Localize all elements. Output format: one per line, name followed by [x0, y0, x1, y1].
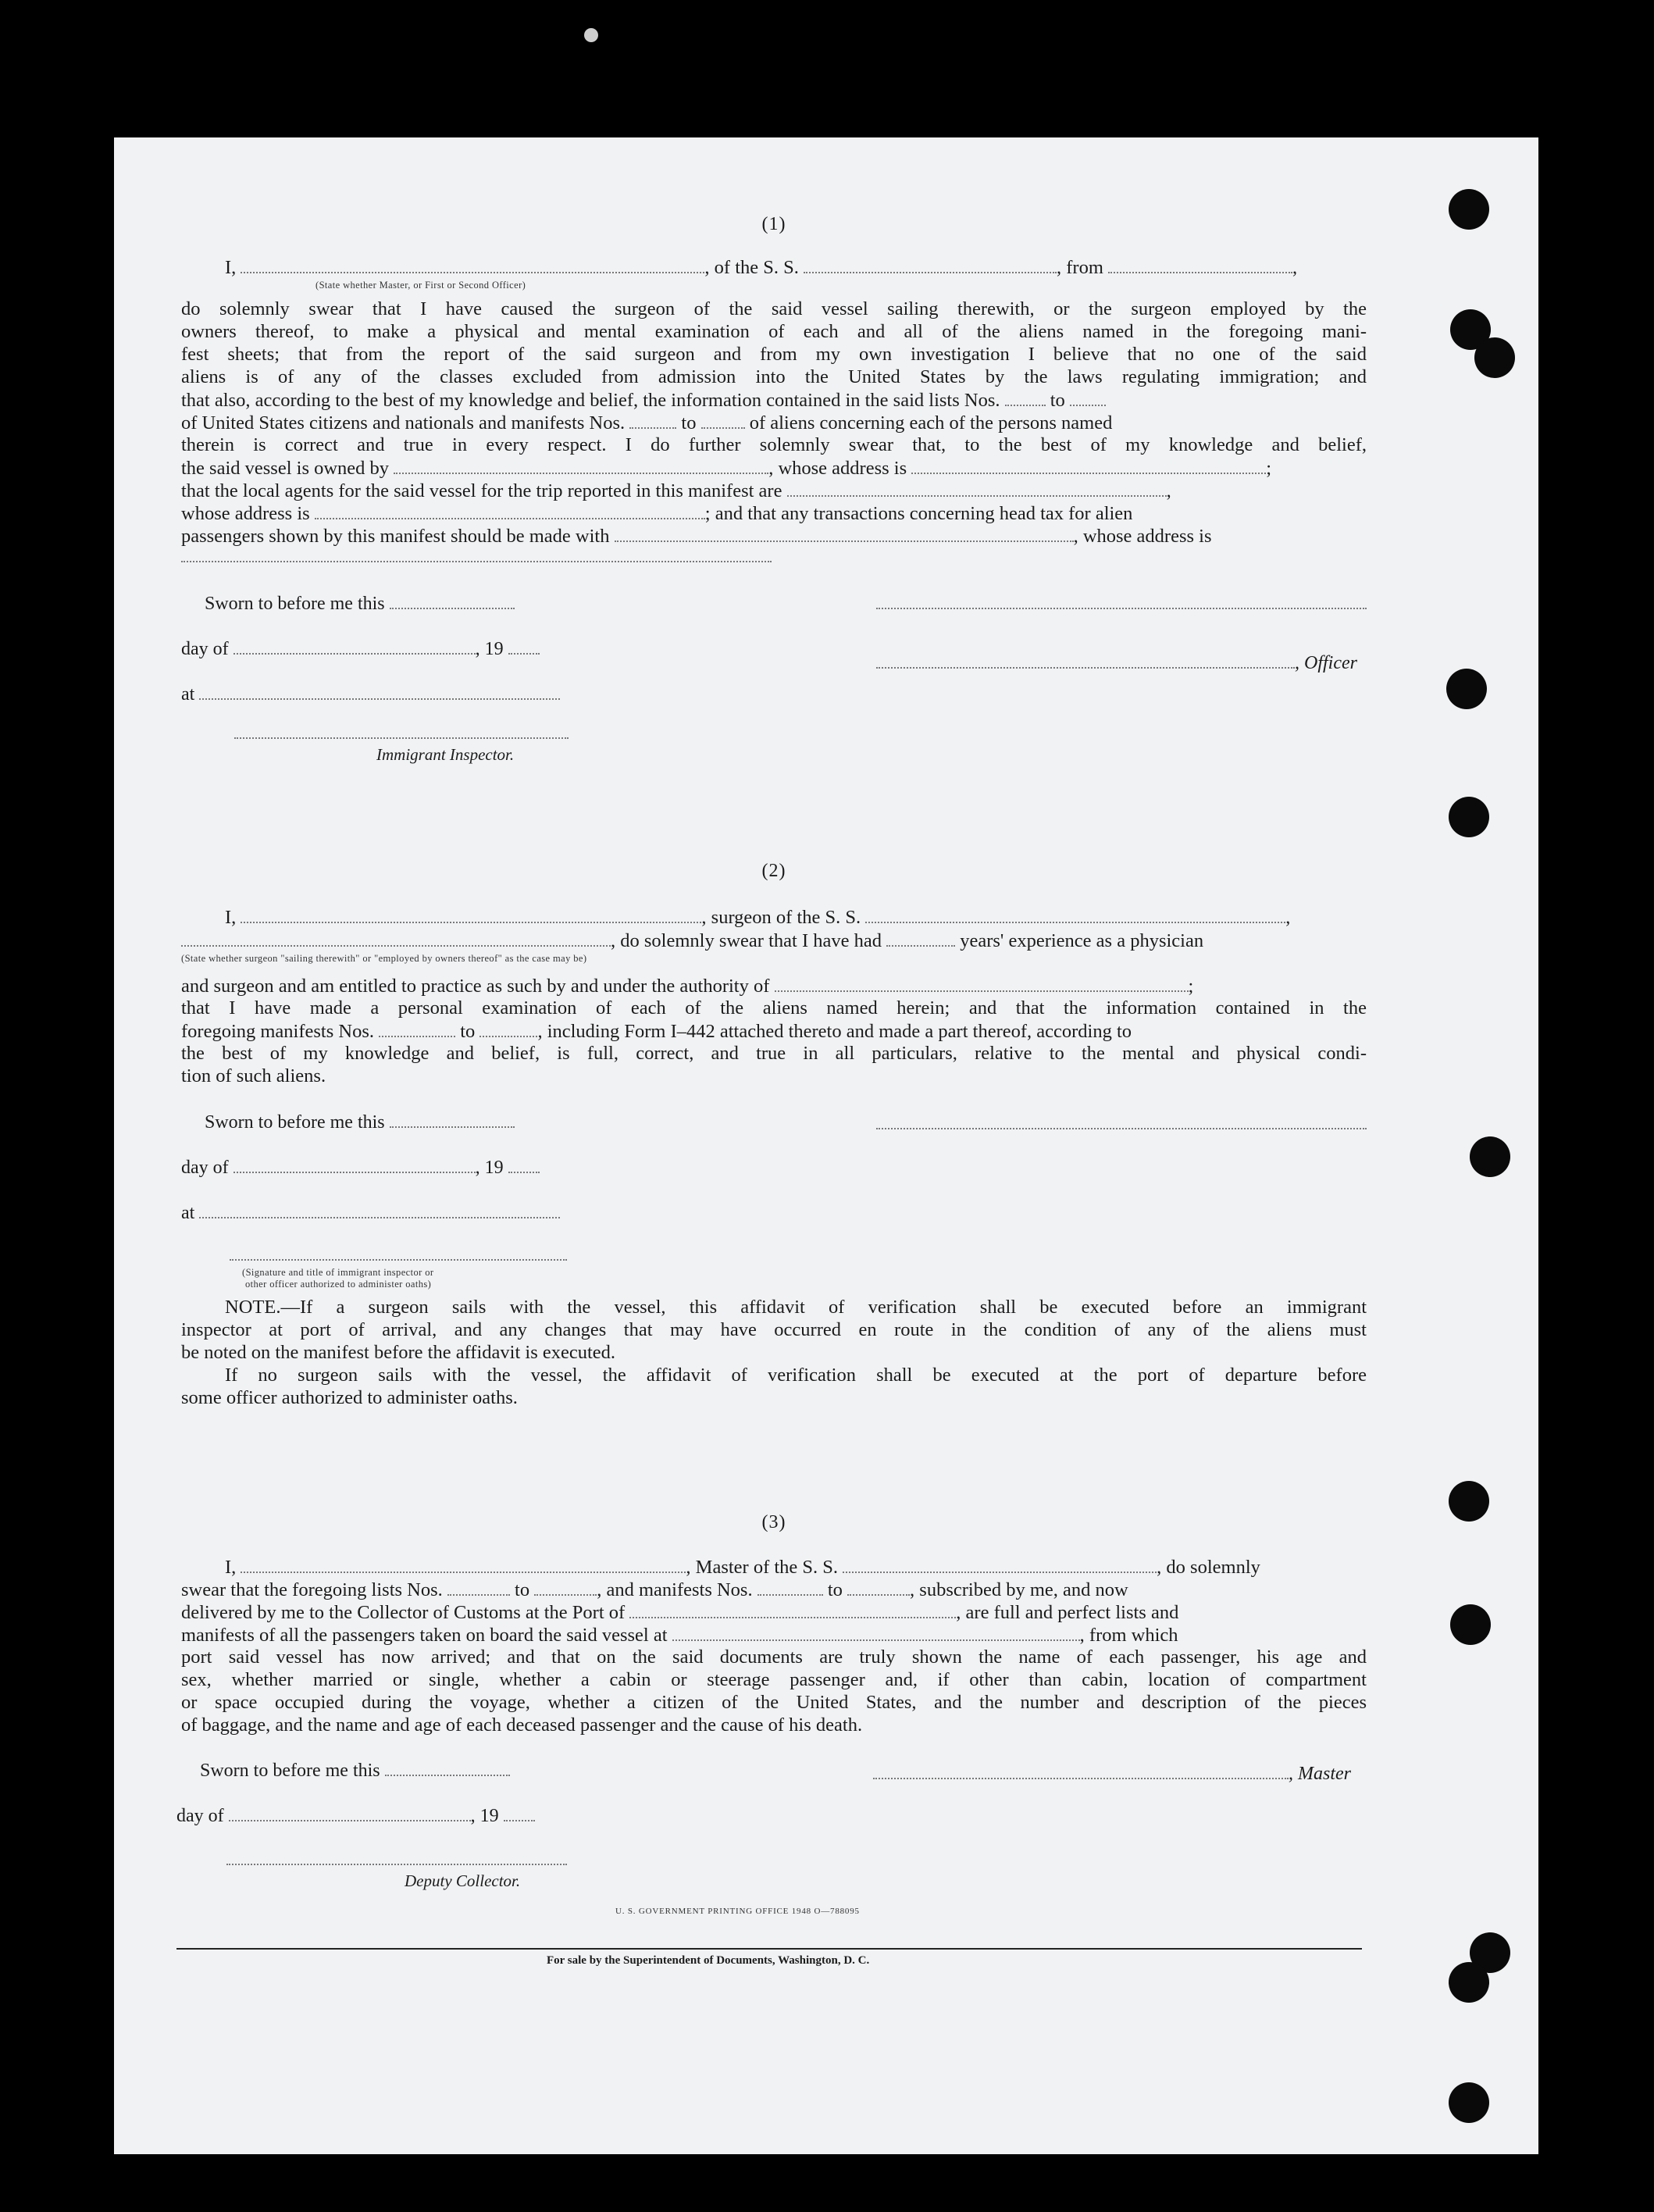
- at-place-field[interactable]: [199, 1203, 560, 1218]
- punch-hole: [1449, 2082, 1489, 2123]
- officer-line: , Officer: [876, 653, 1357, 674]
- speck: [584, 28, 598, 42]
- years-field[interactable]: [886, 929, 955, 947]
- authority-line: and surgeon and am entitled to practice as such by and under the authority of ;: [181, 976, 1194, 997]
- punch-hole: [1446, 669, 1487, 709]
- head-tax-address-field[interactable]: [181, 545, 772, 562]
- officer-line: I, , of the S. S. , from ,: [225, 257, 1298, 278]
- sworn-date-field[interactable]: [390, 1112, 515, 1128]
- day-field[interactable]: [233, 639, 476, 655]
- embark-line: manifests of all the passengers taken on board the said vessel at , from which: [181, 1625, 1178, 1646]
- section-3: [176, 1511, 1367, 1917]
- punch-hole: [1474, 337, 1515, 378]
- text-line: that I have made a personal examination of each of the aliens named herein; and that the information contained in the: [181, 997, 1367, 1019]
- signature-note: (Signature and title of immigrant inspector or: [242, 1267, 434, 1278]
- agents-field[interactable]: [787, 480, 1167, 497]
- agents-line: that the local agents for the said vessel for the trip reported in this manifest are ,: [181, 480, 1171, 501]
- year-field[interactable]: [508, 639, 540, 655]
- head-tax-line: passengers shown by this manifest should be made with , whose address is: [181, 526, 1212, 547]
- text-line: the best of my knowledge and belief, is full, correct, and true in all particulars, relative to the mental and physical condi-: [181, 1043, 1367, 1064]
- port-line: delivered by me to the Collector of Customs at the Port of , are full and perfect lists and: [181, 1602, 1179, 1623]
- sworn-line: Sworn to before me this: [205, 1112, 515, 1133]
- text-line: owners thereof, to make a physical and mental examination of each and all of the aliens named in the foregoing mani-: [181, 321, 1367, 342]
- text-line: therein is correct and true in every respect. I do further solemnly swear that, to the best of my knowledge and belief,: [181, 434, 1367, 455]
- punch-hole: [1449, 189, 1489, 230]
- note-line: If no surgeon sails with the vessel, the affidavit of verification shall be executed at the port of departure before: [225, 1365, 1367, 1386]
- experience-line: , do solemnly swear that I have had years' experience as a physician: [181, 929, 1367, 951]
- surgeon-line: I, , surgeon of the S. S. ,: [225, 907, 1291, 928]
- punch-hole: [1450, 1604, 1491, 1645]
- section-number: (1): [761, 214, 786, 234]
- manifests-from-field[interactable]: [757, 1579, 823, 1596]
- text-line: aliens is of any of the classes excluded from admission into the United States by the laws regulating immigration; and: [181, 366, 1367, 387]
- sworn-line: Sworn to before me this: [200, 1761, 510, 1782]
- agent-address-field[interactable]: [315, 502, 705, 519]
- surgeon-status-field[interactable]: [181, 929, 611, 947]
- surgeon-note: (State whether surgeon "sailing therewith" or "employed by owners thereof" as the case may be): [181, 953, 587, 964]
- officer-signature-field[interactable]: [876, 594, 1367, 609]
- note-line: be noted on the manifest before the affidavit is executed.: [181, 1342, 616, 1363]
- head-tax-party-field[interactable]: [615, 525, 1074, 542]
- day-field[interactable]: [233, 1158, 476, 1173]
- manifests-line: foregoing manifests Nos. to , including Form I–442 attached thereto and made a part thereof, according to: [181, 1021, 1132, 1042]
- manifests-to-field[interactable]: [701, 412, 745, 429]
- text-line: port said vessel has now arrived; and that on the said documents are truly shown the name of each passenger, his age and: [181, 1647, 1367, 1668]
- sworn-date-field[interactable]: [390, 594, 515, 609]
- lists-to-field[interactable]: [534, 1579, 597, 1596]
- lists-from-field[interactable]: [1005, 389, 1046, 406]
- collector-label: Deputy Collector.: [405, 1871, 521, 1890]
- sale-line: For sale by the Superintendent of Documents, Washington, D. C.: [547, 1954, 870, 1967]
- printing-office-line: U. S. GOVERNMENT PRINTING OFFICE 1948 O—788095: [615, 1907, 860, 1916]
- surgeon-name-field[interactable]: [241, 906, 701, 923]
- owner-address-field[interactable]: [911, 457, 1266, 474]
- section-number: (2): [761, 861, 786, 881]
- section-number: (3): [761, 1512, 786, 1532]
- punch-hole: [1449, 1481, 1489, 1522]
- manifests-line: of United States citizens and nationals and manifests Nos. to of aliens concerning each of the persons named: [181, 412, 1113, 433]
- lists-from-field[interactable]: [447, 1579, 510, 1596]
- port-field[interactable]: [629, 1601, 956, 1618]
- manifests-to-field[interactable]: [847, 1579, 910, 1596]
- master-name-field[interactable]: [241, 1556, 686, 1573]
- embark-port-field[interactable]: [672, 1624, 1080, 1641]
- master-signature-field[interactable]: [873, 1764, 1289, 1779]
- inspector-signature-field[interactable]: [234, 723, 569, 739]
- text-line: fest sheets; that from the report of the said surgeon and from my own investigation I believe that no one of the said: [181, 344, 1367, 365]
- at-line: at: [181, 1203, 560, 1224]
- text-line: or space occupied during the voyage, whether a citizen of the United States, and the number and description of the pieces: [181, 1692, 1367, 1713]
- sworn-line: Sworn to before me this: [205, 594, 515, 615]
- officer-note: (State whether Master, or First or Second Officer): [315, 280, 526, 291]
- from-port-field[interactable]: [1108, 256, 1292, 273]
- note-line: NOTE.—If a surgeon sails with the vessel, this affidavit of verification shall be executed before an immigrant: [225, 1297, 1367, 1318]
- day-line: day of , 19: [181, 1158, 540, 1179]
- lists-line: that also, according to the best of my knowledge and belief, the information contained in the said lists Nos. to: [181, 389, 1367, 411]
- lists-to-field[interactable]: [1070, 389, 1106, 406]
- note-line: some officer authorized to administer oaths.: [181, 1387, 518, 1408]
- footer-rule: [176, 1948, 1362, 1950]
- section-2: [181, 859, 1367, 1422]
- owner-line: the said vessel is owned by , whose address is ;: [181, 458, 1272, 479]
- authority-field[interactable]: [775, 975, 1189, 992]
- manifests-from-field[interactable]: [379, 1020, 455, 1037]
- officer-name-field[interactable]: [241, 256, 704, 273]
- vessel-name-field[interactable]: [804, 256, 1057, 273]
- owner-field[interactable]: [394, 457, 768, 474]
- inspector-label: Immigrant Inspector.: [376, 745, 515, 764]
- text-line: of baggage, and the name and age of each deceased passenger and the cause of his death.: [181, 1714, 863, 1736]
- officer-title-field[interactable]: [876, 653, 1295, 669]
- text-line: tion of such aliens.: [181, 1065, 326, 1086]
- year-field[interactable]: [504, 1806, 535, 1821]
- agent-address-line: whose address is ; and that any transactions concerning head tax for alien: [181, 503, 1133, 524]
- signature-note: other officer authorized to administer oaths): [245, 1279, 432, 1290]
- punch-hole: [1449, 797, 1489, 837]
- sworn-date-field[interactable]: [385, 1761, 510, 1776]
- lists-line: swear that the foregoing lists Nos. to , and manifests Nos. to , subscribed by me, and now: [181, 1579, 1128, 1600]
- at-place-field[interactable]: [199, 684, 560, 700]
- punch-hole: [1449, 1962, 1489, 2003]
- at-line: at: [181, 684, 560, 705]
- note-line: inspector at port of arrival, and any changes that may have occurred en route in the condition of any of the aliens must: [181, 1319, 1367, 1340]
- year-field[interactable]: [508, 1158, 540, 1173]
- master-signature-line: , Master: [873, 1764, 1351, 1785]
- section-1: [181, 211, 1367, 773]
- text-line: sex, whether married or single, whether a cabin or steerage passenger and, if other than cabin, location of compartment: [181, 1669, 1367, 1690]
- text-line: do solemnly swear that I have caused the surgeon of the said vessel sailing therewith, or the surgeon employed by the: [181, 298, 1367, 319]
- day-line: day of , 19: [176, 1806, 535, 1827]
- manifests-from-field[interactable]: [629, 412, 676, 429]
- punch-hole: [1470, 1136, 1510, 1177]
- day-line: day of , 19: [181, 639, 540, 660]
- master-line: I, , Master of the S. S. , do solemnly: [225, 1557, 1260, 1578]
- manifests-to-field[interactable]: [479, 1020, 537, 1037]
- collector-signature-field[interactable]: [226, 1850, 567, 1865]
- vessel-name-field[interactable]: [865, 906, 1285, 923]
- vessel-name-field[interactable]: [843, 1556, 1157, 1573]
- day-field[interactable]: [229, 1806, 471, 1821]
- surgeon-signature-field[interactable]: [876, 1114, 1367, 1129]
- inspector-signature-field[interactable]: [230, 1245, 567, 1261]
